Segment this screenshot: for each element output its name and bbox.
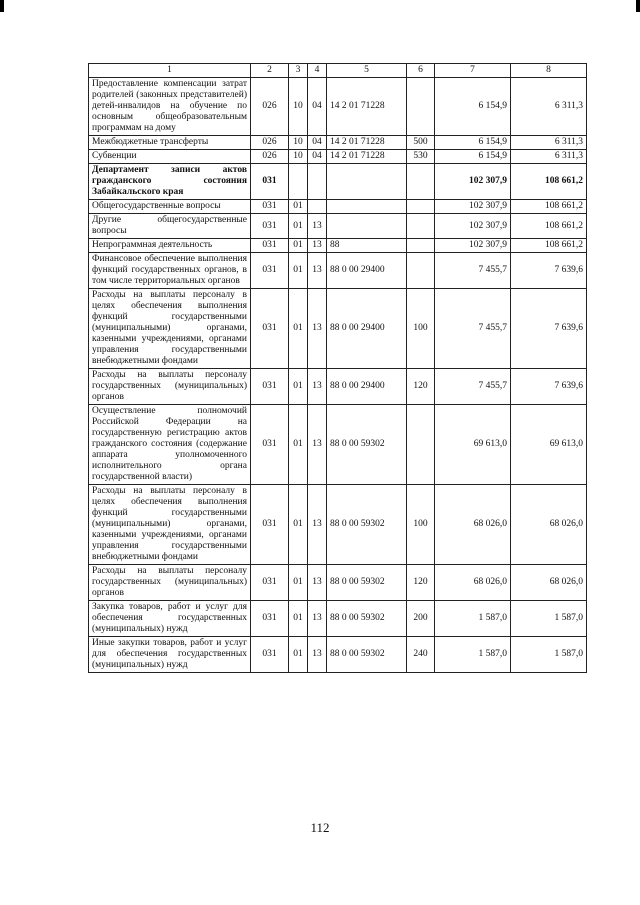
row-name-cell: Непрограммная деятельность <box>89 239 251 253</box>
ministry-code-cell: 031 <box>251 485 289 565</box>
subsection-cell: 13 <box>308 485 327 565</box>
amount-year2-cell: 69 613,0 <box>511 405 587 485</box>
subsection-cell: 13 <box>308 253 327 289</box>
amount-year2-cell: 7 639,6 <box>511 369 587 405</box>
table-row <box>89 239 587 253</box>
target-article-cell: 88 0 00 29400 <box>327 289 407 369</box>
target-article-cell <box>327 164 407 200</box>
amount-year2-cell: 108 661,2 <box>511 200 587 214</box>
target-article-cell: 88 0 00 59302 <box>327 565 407 601</box>
section-cell <box>289 164 308 200</box>
amount-year1-cell: 6 154,9 <box>435 150 511 164</box>
ministry-code-cell: 031 <box>251 289 289 369</box>
table-row <box>89 200 587 214</box>
subsection-cell: 13 <box>308 637 327 673</box>
amount-year2-cell: 6 311,3 <box>511 150 587 164</box>
column-number: 7 <box>435 64 511 78</box>
row-name-cell: Финансовое обеспечение выполнения функций государственных органов, в том числе территориальных органов <box>89 253 251 289</box>
section-cell: 10 <box>289 136 308 150</box>
table-row <box>89 164 587 200</box>
expense-type-cell: 120 <box>407 565 435 601</box>
amount-year1-cell: 7 455,7 <box>435 289 511 369</box>
section-cell: 01 <box>289 601 308 637</box>
subsection-cell: 13 <box>308 289 327 369</box>
column-number-row <box>89 64 587 78</box>
target-article-cell <box>327 214 407 239</box>
amount-year2-cell: 7 639,6 <box>511 253 587 289</box>
subsection-cell <box>308 164 327 200</box>
ministry-code-cell: 026 <box>251 78 289 136</box>
section-cell: 10 <box>289 78 308 136</box>
table-row <box>89 405 587 485</box>
table-row <box>89 601 587 637</box>
section-cell: 01 <box>289 214 308 239</box>
row-name-cell: Межбюджетные трансферты <box>89 136 251 150</box>
column-number: 3 <box>289 64 308 78</box>
section-cell: 10 <box>289 150 308 164</box>
table-row <box>89 485 587 565</box>
section-cell: 01 <box>289 239 308 253</box>
ministry-code-cell: 031 <box>251 253 289 289</box>
row-name-cell: Расходы на выплаты персоналу в целях обеспечения выполнения функций государственными (муниципальными) органами, казенными учреждениями, органами управления государственными внебюджетными фондами <box>89 485 251 565</box>
target-article-cell: 14 2 01 71228 <box>327 136 407 150</box>
subsection-cell: 04 <box>308 78 327 136</box>
subsection-cell <box>308 200 327 214</box>
subsection-cell: 13 <box>308 369 327 405</box>
target-article-cell: 88 0 00 59302 <box>327 637 407 673</box>
row-name-cell: Другие общегосударственные вопросы <box>89 214 251 239</box>
target-article-cell <box>327 200 407 214</box>
amount-year2-cell: 6 311,3 <box>511 78 587 136</box>
amount-year2-cell: 7 639,6 <box>511 289 587 369</box>
subsection-cell: 13 <box>308 239 327 253</box>
section-cell: 01 <box>289 289 308 369</box>
subsection-cell: 13 <box>308 405 327 485</box>
expense-type-cell: 240 <box>407 637 435 673</box>
section-cell: 01 <box>289 485 308 565</box>
section-cell: 01 <box>289 637 308 673</box>
table-body <box>89 78 587 673</box>
column-number: 4 <box>308 64 327 78</box>
expense-type-cell <box>407 239 435 253</box>
target-article-cell: 88 0 00 29400 <box>327 253 407 289</box>
section-cell: 01 <box>289 253 308 289</box>
row-name-cell: Расходы на выплаты персоналу государственных (муниципальных) органов <box>89 369 251 405</box>
subsection-cell: 13 <box>308 565 327 601</box>
expense-type-cell <box>407 78 435 136</box>
row-name-cell: Департамент записи актов гражданского состояния Забайкальского края <box>89 164 251 200</box>
column-number: 6 <box>407 64 435 78</box>
amount-year1-cell: 6 154,9 <box>435 136 511 150</box>
amount-year1-cell: 68 026,0 <box>435 485 511 565</box>
row-name-cell: Расходы на выплаты персоналу государственных (муниципальных) органов <box>89 565 251 601</box>
expense-type-cell: 500 <box>407 136 435 150</box>
scan-corner-mark-right <box>636 0 640 12</box>
table-row <box>89 136 587 150</box>
row-name-cell: Закупка товаров, работ и услуг для обеспечения государственных (муниципальных) нужд <box>89 601 251 637</box>
table-row <box>89 289 587 369</box>
amount-year2-cell: 1 587,0 <box>511 601 587 637</box>
section-cell: 01 <box>289 405 308 485</box>
table-row <box>89 369 587 405</box>
ministry-code-cell: 031 <box>251 637 289 673</box>
expense-type-cell <box>407 164 435 200</box>
amount-year2-cell: 108 661,2 <box>511 214 587 239</box>
amount-year1-cell: 102 307,9 <box>435 214 511 239</box>
row-name-cell: Субвенции <box>89 150 251 164</box>
expense-type-cell: 200 <box>407 601 435 637</box>
subsection-cell: 13 <box>308 601 327 637</box>
ministry-code-cell: 031 <box>251 601 289 637</box>
column-number: 5 <box>327 64 407 78</box>
amount-year1-cell: 102 307,9 <box>435 164 511 200</box>
table-row <box>89 78 587 136</box>
subsection-cell: 13 <box>308 214 327 239</box>
amount-year1-cell: 68 026,0 <box>435 565 511 601</box>
expense-type-cell <box>407 200 435 214</box>
amount-year1-cell: 7 455,7 <box>435 253 511 289</box>
amount-year1-cell: 102 307,9 <box>435 239 511 253</box>
ministry-code-cell: 026 <box>251 150 289 164</box>
ministry-code-cell: 031 <box>251 164 289 200</box>
section-cell: 01 <box>289 200 308 214</box>
expense-type-cell <box>407 253 435 289</box>
page-number: 112 <box>310 820 330 835</box>
ministry-code-cell: 031 <box>251 405 289 485</box>
row-name-cell: Предоставление компенсации затрат родителей (законных представителей) детей-инвалидов на обучение по основным общеобразовательным программам на дому <box>89 78 251 136</box>
amount-year1-cell: 1 587,0 <box>435 601 511 637</box>
table-row <box>89 565 587 601</box>
table-row <box>89 150 587 164</box>
expense-type-cell: 530 <box>407 150 435 164</box>
table-row <box>89 253 587 289</box>
target-article-cell: 88 0 00 29400 <box>327 369 407 405</box>
column-number: 8 <box>511 64 587 78</box>
amount-year1-cell: 102 307,9 <box>435 200 511 214</box>
amount-year1-cell: 6 154,9 <box>435 78 511 136</box>
scan-corner-mark-left <box>0 0 4 12</box>
target-article-cell: 88 0 00 59302 <box>327 601 407 637</box>
ministry-code-cell: 031 <box>251 565 289 601</box>
amount-year1-cell: 7 455,7 <box>435 369 511 405</box>
row-name-cell: Расходы на выплаты персоналу в целях обеспечения выполнения функций государственными (муниципальными) органами, казенными учреждениями, органами управления государственными внебюджетными фондами <box>89 289 251 369</box>
section-cell: 01 <box>289 565 308 601</box>
row-name-cell: Осуществление полномочий Российской Федерации на государственную регистрацию актов гражданского состояния (содержание аппарата уполномоченного исполнительного органа государственной власти) <box>89 405 251 485</box>
expense-type-cell: 100 <box>407 289 435 369</box>
amount-year1-cell: 69 613,0 <box>435 405 511 485</box>
expense-type-cell <box>407 405 435 485</box>
target-article-cell: 14 2 01 71228 <box>327 150 407 164</box>
subsection-cell: 04 <box>308 136 327 150</box>
expense-type-cell <box>407 214 435 239</box>
target-article-cell: 88 <box>327 239 407 253</box>
expense-type-cell: 120 <box>407 369 435 405</box>
amount-year1-cell: 1 587,0 <box>435 637 511 673</box>
target-article-cell: 88 0 00 59302 <box>327 405 407 485</box>
row-name-cell: Общегосударственные вопросы <box>89 200 251 214</box>
target-article-cell: 14 2 01 71228 <box>327 78 407 136</box>
amount-year2-cell: 108 661,2 <box>511 164 587 200</box>
amount-year2-cell: 1 587,0 <box>511 637 587 673</box>
table-row <box>89 637 587 673</box>
ministry-code-cell: 031 <box>251 369 289 405</box>
amount-year2-cell: 6 311,3 <box>511 136 587 150</box>
subsection-cell: 04 <box>308 150 327 164</box>
column-number: 1 <box>89 64 251 78</box>
budget-table <box>88 63 587 673</box>
amount-year2-cell: 108 661,2 <box>511 239 587 253</box>
ministry-code-cell: 026 <box>251 136 289 150</box>
row-name-cell: Иные закупки товаров, работ и услуг для обеспечения государственных (муниципальных) нужд <box>89 637 251 673</box>
expense-type-cell: 100 <box>407 485 435 565</box>
section-cell: 01 <box>289 369 308 405</box>
column-number: 2 <box>251 64 289 78</box>
amount-year2-cell: 68 026,0 <box>511 565 587 601</box>
table-row <box>89 214 587 239</box>
amount-year2-cell: 68 026,0 <box>511 485 587 565</box>
target-article-cell: 88 0 00 59302 <box>327 485 407 565</box>
ministry-code-cell: 031 <box>251 200 289 214</box>
ministry-code-cell: 031 <box>251 214 289 239</box>
ministry-code-cell: 031 <box>251 239 289 253</box>
